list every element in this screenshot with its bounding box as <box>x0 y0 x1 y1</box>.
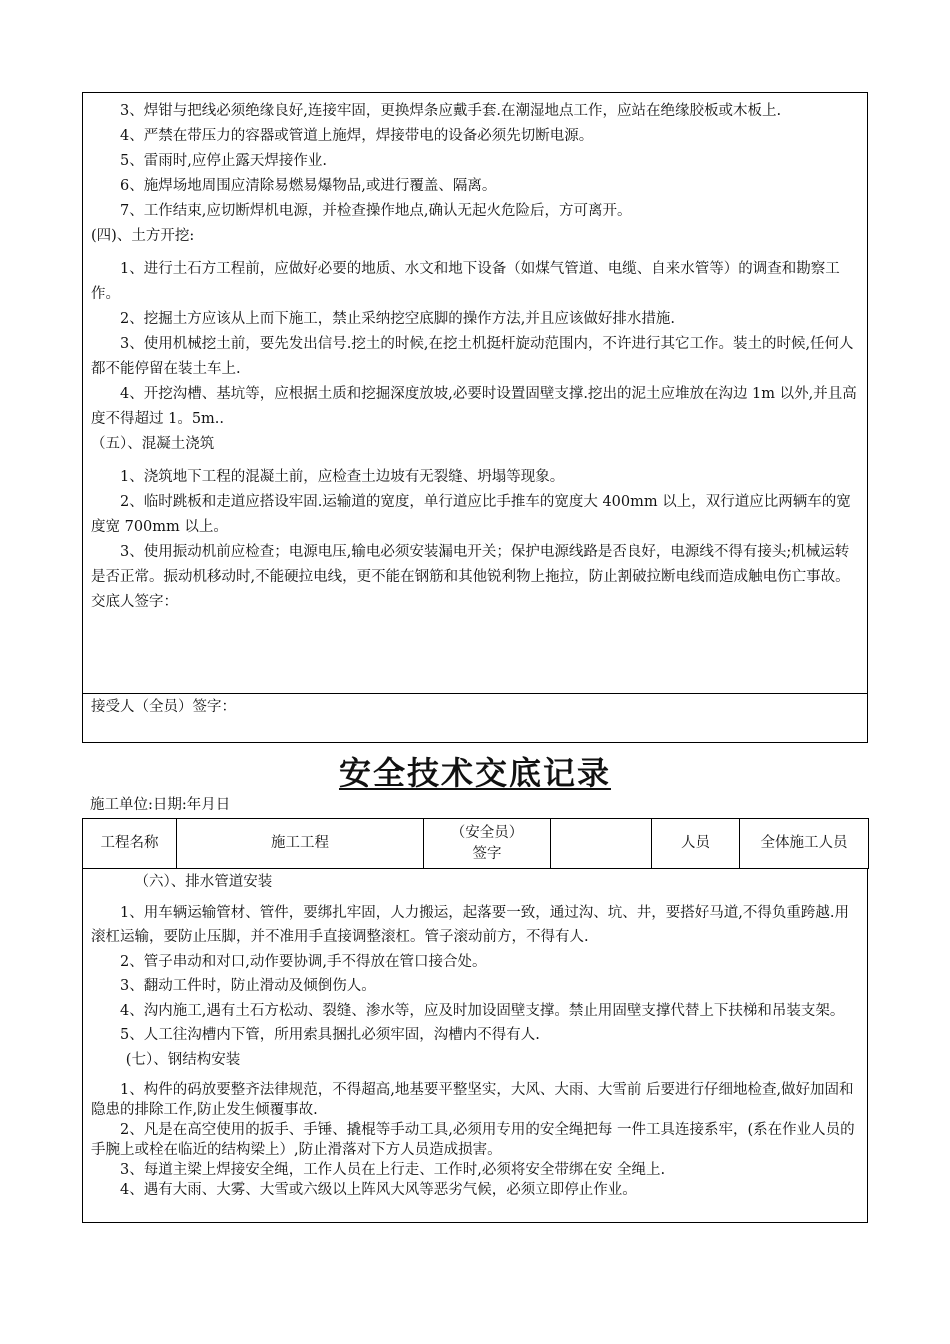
staff-value: 全体施工人员 <box>740 819 869 869</box>
section-6-heading: （六）、排水管道安装 <box>134 874 273 890</box>
earthwork-item-3: 3、使用机械挖土前，要先发出信号.挖土的时候,在挖土机挺杆旋动范围内，不许进行其它工作。装土的时候,任何人都不能停留在装土车上. <box>91 336 854 377</box>
welding-item-5: 5、雷雨时,应停止露天焊接作业. <box>120 153 327 169</box>
pipe-item-5: 5、人工往沟槽内下管，所用索具捆扎必须牢固，沟槽内不得有人. <box>120 1027 540 1043</box>
receiver-signature-label: 接受人（全员）签字： <box>91 699 236 715</box>
safety-officer-signature-cell <box>551 819 652 869</box>
steel-item-3: 3、每道主梁上焊接安全绳，工作人员在上行走、工作时,必须将安全带绑在安 全绳上. <box>120 1162 666 1178</box>
concrete-item-2: 2、临时跳板和走道应搭设牢固.运输道的宽度，单行道应比手推车的宽度大 400mm 以上，双行道应比两辆车的宽度宽 700mm 以上。 <box>91 494 851 535</box>
steel-item-2: 2、凡是在高空使用的扳手、手锤、撬棍等手动工具,必须用专用的安全绳把每 一件工具连接系牢，(系在作业人员的手腕上或栓在临近的结构梁上）,防止滑落对下方人员造成损害。 <box>91 1122 855 1158</box>
receiver-signature-row <box>83 693 867 742</box>
section-4-heading: (四)、土方开挖: <box>91 228 195 244</box>
page-title: 安全技术交底记录 <box>338 754 611 792</box>
signer-signature-label: 交底人签字： <box>91 594 178 610</box>
section-7-heading: (七）、钢结构安装 <box>125 1051 241 1068</box>
project-name-value: 施工工程 <box>177 819 424 869</box>
safety-officer-label-line2: 签字 <box>472 845 502 862</box>
concrete-item-3: 3、使用振动机前应检查；电源电压,输电必须安装漏电开关；保护电源线路是否良好，电源线不得有接头;机械运转是否正常。振动机移动时,不能硬拉电线，更不能在钢筋和其他锐利物上拖拉，防止割破拉断电线而造成触电伤亡事故。 <box>91 544 850 585</box>
welding-item-4: 4、严禁在带压力的容器或管道上施焊，焊接带电的设备必须先切断电源。 <box>120 128 594 144</box>
safety-officer-label <box>424 819 551 869</box>
steel-item-1: 1、构件的码放要整齐法律规范，不得超高,地基要平整坚实，大风、大雨、大雪前 后要进行仔细地检查,做好加固和隐患的排除工作,防止发生倾覆事故. <box>91 1082 854 1118</box>
pipe-item-2: 2、管子串动和对口,动作要协调,手不得放在管口接合处。 <box>120 953 487 970</box>
welding-item-7: 7、工作结束,应切断焊机电源，并检查操作地点,确认无起火危险后，方可离开。 <box>120 203 632 219</box>
lower-instructions-box <box>82 868 868 1223</box>
project-name-label: 工程名称 <box>83 819 177 869</box>
welding-item-6: 6、施焊场地周围应清除易燃易爆物品,或进行覆盖、隔离。 <box>120 178 497 194</box>
earthwork-item-2: 2、挖掘土方应该从上而下施工，禁止采纳挖空底脚的操作方法,并且应该做好排水措施. <box>120 311 675 327</box>
pipe-item-4: 4、沟内施工,遇有土石方松动、裂缝、渗水等，应及时加设固壁支撑。禁止用固壁支撑代替上下扶梯和吊装支架。 <box>120 1002 845 1019</box>
pipe-item-3: 3、翻动工件时，防止滑动及倾倒伤人。 <box>120 978 376 994</box>
steel-item-4: 4、遇有大雨、大雾、大雪或六级以上阵风大风等恶劣气候，必须立即停止作业。 <box>120 1182 637 1198</box>
concrete-item-1: 1、浇筑地下工程的混凝土前，应检查土边坡有无裂缝、坍塌等现象。 <box>120 469 565 485</box>
staff-label: 人员 <box>652 819 740 869</box>
pipe-item-1: 1、用车辆运输管材、管件，要绑扎牢固，人力搬运，起落要一致，通过沟、坑、井，要搭好马道,不得负重跨越.用滚杠运输，要防止压脚，并不准用手直接调整滚杠。管子滚动前方，不得有人. <box>91 904 849 945</box>
safety-officer-label-line1: （安全员） <box>450 824 524 841</box>
upper-instructions-box <box>82 92 868 743</box>
welding-item-3: 3、焊钳与把线必须绝缘良好,连接牢固，更换焊条应戴手套.在潮湿地点工作，应站在绝缘胶板或木板上. <box>120 103 782 119</box>
project-info-table <box>82 818 869 869</box>
earthwork-item-4: 4、开挖沟槽、基坑等，应根据土质和挖掘深度放坡,必要时设置固壁支撑.挖出的泥土应堆放在沟边 1m 以外,并且高度不得超过 1。5m.. <box>91 386 857 427</box>
section-5-heading: （五）、混凝土浇筑 <box>91 436 215 452</box>
unit-date-line: 施工单位:日期:年月日 <box>90 797 231 813</box>
earthwork-item-1: 1、进行土石方工程前，应做好必要的地质、水文和地下设备（如煤气管道、电缆、自来水管等）的调查和勘察工作。 <box>91 261 840 302</box>
